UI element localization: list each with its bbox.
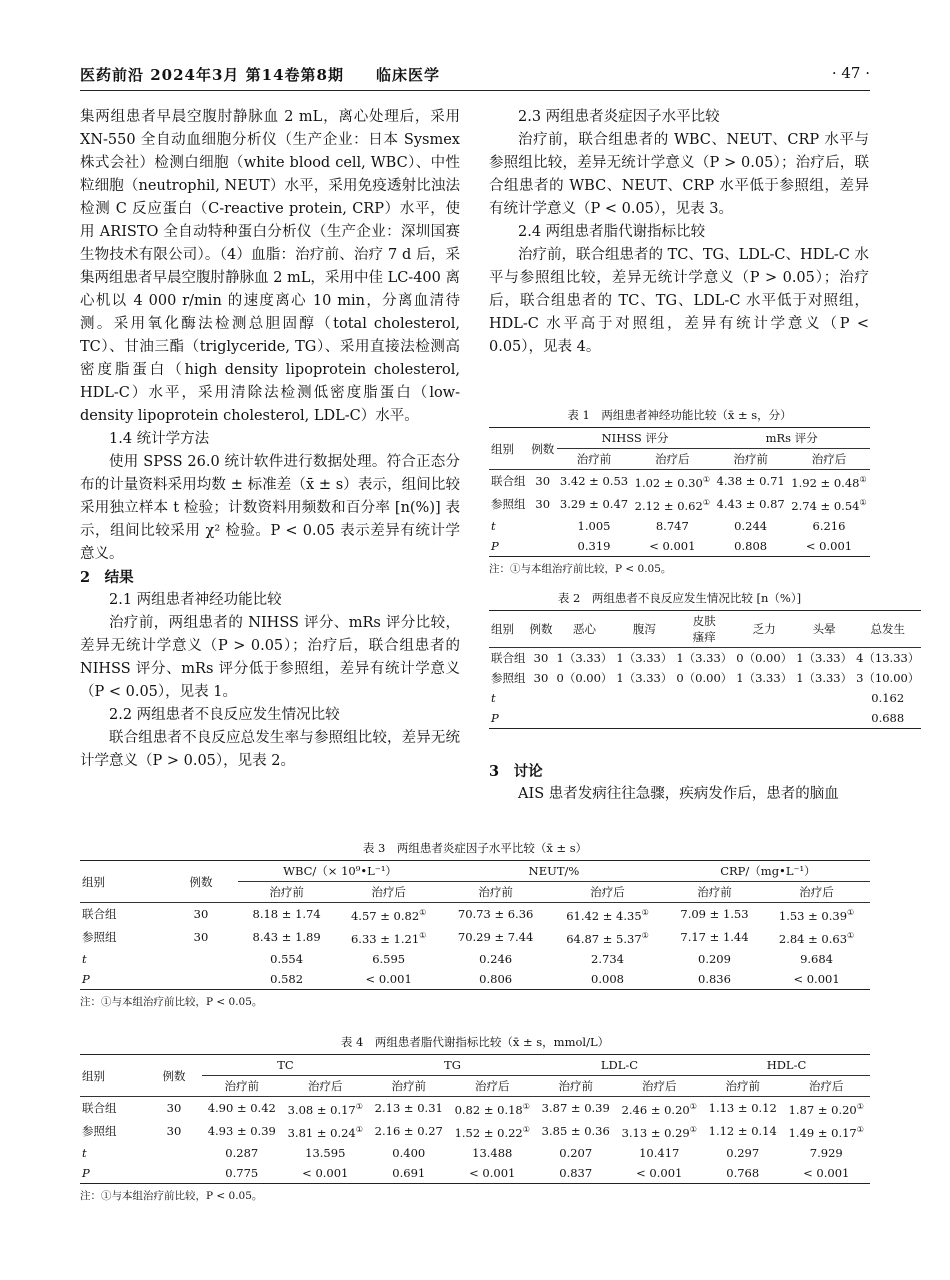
significance-mark: ①	[859, 497, 867, 507]
table-note: 注：①与本组治疗前比较，P < 0.05。	[80, 1189, 263, 1202]
section-heading: 3 讨论	[489, 763, 543, 780]
table-3	[80, 840, 870, 1009]
table-caption: 表 4 两组患者脂代谢指标比较（x̄ ± s，mmol/L）	[340, 1035, 610, 1049]
discussion	[489, 760, 869, 806]
col-header: 组别	[82, 1068, 105, 1083]
table-row: P 0.688	[489, 708, 921, 729]
table-caption: 表 3 两组患者炎症因子水平比较（x̄ ± s）	[362, 841, 588, 855]
page-number: · 47 ·	[831, 64, 870, 82]
table-row: 联合组 30 1（3.33） 1（3.33） 1（3.33） 0（0.00） 1（3.33） 4（13.33）	[491, 651, 920, 665]
table-1-grid	[489, 427, 870, 557]
col-header: 总发生	[870, 622, 905, 636]
section-heading: 2.1 两组患者神经功能比较	[109, 592, 282, 608]
significance-mark: ①	[702, 475, 710, 484]
col-header: HDL-C	[703, 1055, 870, 1076]
right-column	[489, 106, 869, 359]
section-heading: 2.3 两组患者炎症因子水平比较	[518, 109, 720, 125]
table-4-grid: 组别 例数 TC TG LDL-C HDL-C 治疗前 治疗后 治疗前 治疗后 治疗前 治疗后 治疗前 治疗后 联合组 30 4.90 ± 0.42 3.08 ± 0.17① 2.13 ± 0.31 0.82 ± 0.18① 3.87 ± 0.39 2.46 ± 0.20① 1.13 ± 0.12 1.87 ± 0.20① 参照组 30 4.93 ± 0.39 3.81 ± 0.24① 2.16 ± 0.27 1.52 ± 0.22① 3.85 ± 0.36 3.13 ± 0.29① 1.12 ± 0.14 1.49 ± 0.17① t 0.287 13.595 0.400 13.488 0.207 10.417 0.297 7.929 P 0.775 < 0.001 0.691 < 0.001 0.837 < 0.001 0.768 < 0.001	[80, 1054, 870, 1184]
col-header: 治疗后	[371, 885, 406, 899]
paragraph: 联合组患者不良反应总发生率与参照组比较，差异无统计学意义（P > 0.05），见表 2。	[80, 730, 460, 769]
col-header: 例数	[531, 441, 555, 456]
col-header: 治疗前	[478, 885, 513, 899]
table-caption: 表 1 两组患者神经功能比较（x̄ ± s，分）	[567, 408, 792, 422]
col-header: 恶心	[572, 622, 596, 636]
paragraph: 集两组患者早晨空腹肘静脉血 2 mL，离心处理后，采用 XN-550 全自动血细胞分析仪（生产企业：日本 Sysmex 株式会社）检测白细胞（white blood cell, WBC）、中性粒细胞（neutrophil, NEUT）水平，采用免疫透射比浊法检测 C 反应蛋白（C-reactive protein, CRP）水平，使用 ARISTO 全自动特种蛋白分析仪（生产企业：深圳国赛生物技术有限公司）。（4）血脂：治疗前、治疗 7 d 后，采集两组患者早晨空腹肘静脉血 2 mL，采用中佳 LC-400 离心机以 4 000 r/min 的速度离心 10 min，分离血清待测。采用氧化酶法检测总胆固醇（total cholesterol, TC）、甘油三酯（triglyceride, TG）、采用直接法检测高密度脂蛋白（high density lipoprotein cholesterol, HDL-C）水平，采用清除法检测低密度脂蛋白（low-density lipoprotein cholesterol, LDL-C）水平。	[80, 109, 460, 424]
section-heading: 2.4 两组患者脂代谢指标比较	[518, 224, 706, 240]
paragraph: 使用 SPSS 26.0 统计软件进行数据处理。符合正态分布的计量资料采用均数 ± 标准差（x̄ ± s）表示，组间比较采用独立样本 t 检验；计数资料用频数和百分率 [n(%)] 表示，组间比较采用 χ² 检验。P < 0.05 表示差异有统计学意义。	[80, 454, 460, 562]
section-heading: 2.2 两组患者不良反应发生情况比较	[109, 707, 340, 723]
col-header: 组别	[491, 622, 514, 636]
table-row: 参照组 30 8.43 ± 1.89 6.33 ± 1.21① 70.29 ± 7.44 64.87 ± 5.37① 7.17 ± 1.44 2.84 ± 0.63①	[82, 930, 855, 946]
table-row: t 0.554 6.595 0.246 2.734 0.209 9.684	[82, 951, 834, 966]
section-heading: 2 结果	[80, 569, 134, 586]
col-header: TG	[369, 1055, 536, 1076]
col-header: NIHSS 评分	[557, 428, 714, 449]
table-row: t 0.287 13.595 0.400 13.488 0.207 10.417 0.297 7.929	[82, 1145, 843, 1160]
col-header: CRP/（mg•L⁻¹）	[666, 861, 870, 882]
table-row: 联合组 30 4.90 ± 0.42 3.08 ± 0.17① 2.13 ± 0.31 0.82 ± 0.18① 3.87 ± 0.39 2.46 ± 0.20① 1.13 ± 0.12 1.87 ± 0.20①	[82, 1101, 864, 1117]
paragraph: 治疗前，联合组患者的 TC、TG、LDL-C、HDL-C 水平与参照组比较，差异无统计学意义（P > 0.05）；治疗后，联合组患者的 TC、TG、LDL-C 水平低于对照组，HDL-C 水平高于对照组，差异有统计学意义（P < 0.05），见表 4。	[489, 247, 870, 355]
col-header: 治疗后	[590, 885, 625, 899]
table-3-grid	[80, 860, 870, 990]
col-header: 组别	[82, 874, 105, 889]
table-4	[80, 1034, 870, 1203]
paragraph: 治疗前，两组患者的 NIHSS 评分、mRs 评分比较，差异无统计学意义（P > 0.05）；治疗后，联合组患者的 NIHSS 评分、mRs 评分低于参照组，差异有统计学意义（P < 0.05），见表 1。	[80, 615, 460, 700]
col-header: 腹泻	[632, 622, 656, 636]
table-row: 参照组 30 0（0.00） 1（3.33） 0（0.00） 1（3.33） 1（3.33） 3（10.00）	[491, 671, 920, 685]
col-header: 乏力	[752, 622, 776, 636]
paragraph: 治疗前，联合组患者的 WBC、NEUT、CRP 水平与参照组比较，差异无统计学意义（P > 0.05）；治疗后，联合组患者的 WBC、NEUT、CRP 水平低于参照组，差异有统计学意义（P < 0.05），见表 3。	[489, 132, 869, 217]
col-header: 例数	[529, 622, 553, 636]
table-caption: 表 2 两组患者不良反应发生情况比较 [n（%）]	[557, 591, 802, 605]
col-header: 治疗前	[269, 885, 304, 899]
col-header: 组别	[491, 441, 514, 456]
table-row: P 0.319 < 0.001 0.808 < 0.001	[489, 536, 870, 557]
table-row: P 0.582 < 0.001 0.806 0.008 0.836 < 0.001	[80, 969, 870, 990]
col-header: 治疗前	[697, 885, 732, 899]
col-header: 治疗后	[655, 452, 690, 466]
col-header: TC	[202, 1055, 369, 1076]
left-column	[80, 106, 460, 773]
table-2-grid	[489, 610, 921, 729]
table-2	[489, 590, 920, 729]
significance-mark: ①	[702, 497, 710, 507]
table-row: 参照组 30 4.93 ± 0.39 3.81 ± 0.24① 2.16 ± 0.27 1.52 ± 0.22① 3.85 ± 0.36 3.13 ± 0.29① 1.12 ± 0.14 1.49 ± 0.17①	[82, 1124, 864, 1140]
col-header: 治疗前	[576, 452, 612, 466]
table-note: 注：①与本组治疗前比较，P < 0.05。	[80, 995, 263, 1008]
col-header: NEUT/%	[442, 861, 666, 882]
table-row: t 0.162	[491, 691, 905, 705]
col-header: 例数	[162, 1068, 186, 1083]
table-row: t 1.005 8.747 0.244 6.216	[491, 518, 846, 533]
col-header: LDL-C	[536, 1055, 703, 1076]
journal-info: 医药前沿 2024年3月 第14卷第8期 临床医学	[80, 66, 440, 84]
col-header: mRs 评分	[713, 428, 870, 449]
col-header: 皮肤 瘙痒	[692, 614, 716, 644]
col-header: 治疗后	[799, 885, 834, 899]
col-header: 例数	[189, 874, 213, 889]
table-row: 联合组 30 3.42 ± 0.53 1.02 ± 0.30① 4.38 ± 0.71 1.92 ± 0.48①	[491, 474, 867, 490]
col-header: 治疗前	[733, 452, 768, 466]
col-header: 治疗后	[811, 452, 847, 466]
col-header: 头晕	[812, 622, 836, 636]
table-row: 参照组 30 3.29 ± 0.47 2.12 ± 0.62① 4.43 ± 0.87 2.74 ± 0.54①	[491, 497, 867, 513]
table-row: P 0.775 < 0.001 0.691 < 0.001 0.837 < 0.001 0.768 < 0.001	[80, 1163, 870, 1184]
table-1	[489, 407, 870, 576]
paragraph: AIS 患者发病往往急骤，疾病发作后，患者的脑血	[518, 786, 839, 802]
col-header: WBC/（× 10⁹•L⁻¹）	[238, 861, 442, 882]
table-note: 注：①与本组治疗前比较，P < 0.05。	[489, 562, 672, 575]
significance-mark: ①	[859, 475, 867, 484]
section-heading: 1.4 统计学方法	[109, 431, 210, 447]
running-header	[80, 64, 870, 91]
table-row: 联合组 30 8.18 ± 1.74 4.57 ± 0.82① 70.73 ± 6.36 61.42 ± 4.35① 7.09 ± 1.53 1.53 ± 0.39①	[82, 907, 855, 923]
